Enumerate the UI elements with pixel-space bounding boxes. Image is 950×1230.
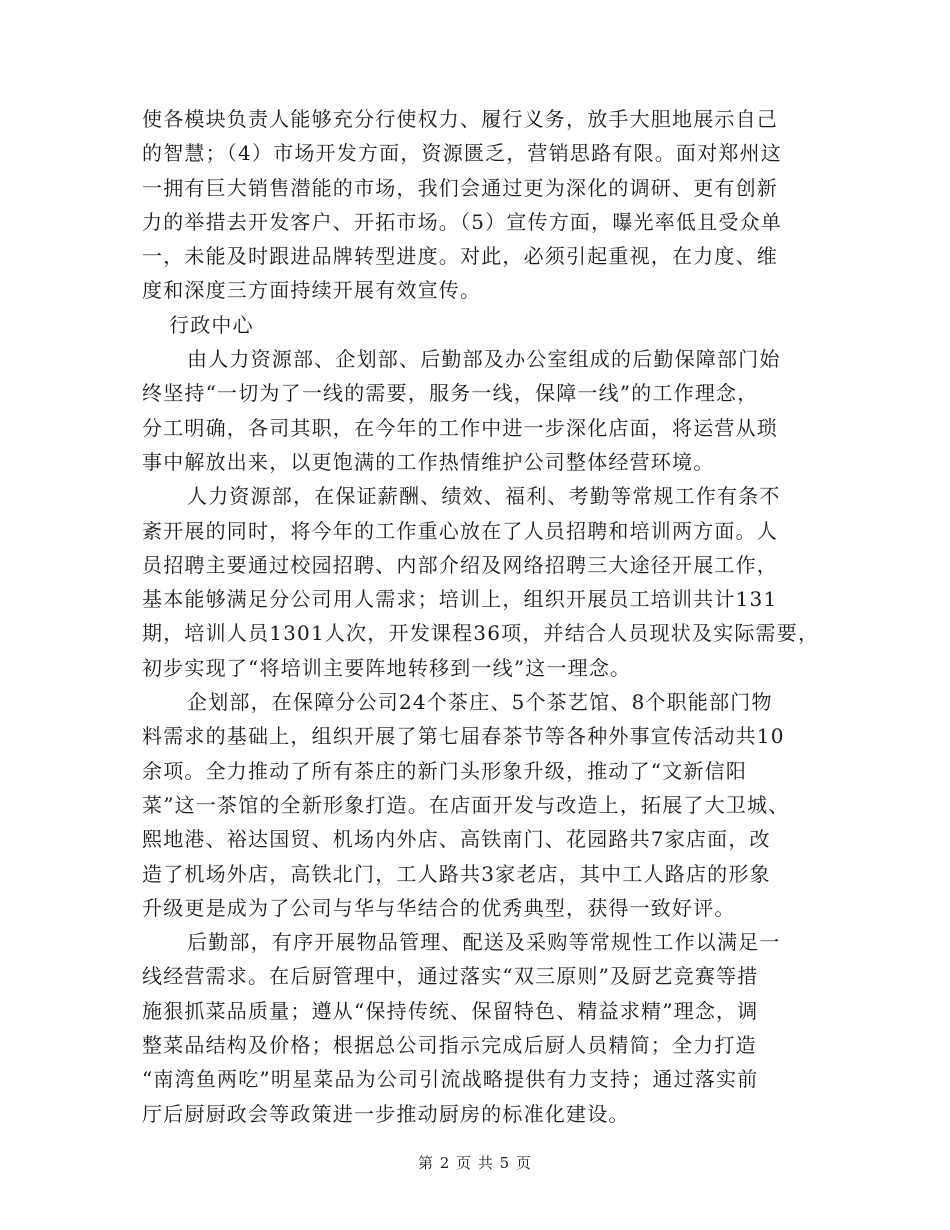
text-line: 分工明确，各司其职，在今年的工作中进一步深化店面，将运营从琐 bbox=[142, 415, 778, 440]
text-line: 造了机场外店，高铁北门，工人路共3家老店，其中工人路店的形象 bbox=[142, 861, 771, 886]
text-line: 熙地港、裕达国贸、机场内外店、高铁南门、花园路共7家店面，改 bbox=[142, 827, 771, 852]
text-line: 度和深度三方面持续开展有效宣传。 bbox=[142, 278, 482, 303]
text-line: 整菜品结构及价格；根据总公司指示完成后厨人员精简；全力打造 bbox=[142, 1033, 757, 1058]
text-line: 事中解放出来，以更饱满的工作热情维护公司整体经营环境。 bbox=[142, 449, 715, 474]
text-line: 余项。全力推动了所有茶庄的新门头形象升级，推动了“文新信阳 bbox=[142, 758, 748, 783]
text-line: 终坚持“一切为了一线的需要，服务一线，保障一线”的工作理念， bbox=[142, 381, 759, 406]
paragraph-first-line: 后勤部，有序开展物品管理、配送及采购等常规性工作以满足一 bbox=[187, 930, 781, 955]
text-line: 一，未能及时跟进品牌转型进度。对此，必须引起重视，在力度、维 bbox=[142, 244, 778, 269]
text-line: 使各模块负责人能够充分行使权力、履行义务，放手大胆地展示自己 bbox=[142, 107, 778, 131]
text-line: 升级更是成为了公司与华与华结合的优秀典型，获得一致好评。 bbox=[142, 895, 736, 920]
text-line: 初步实现了“将培训主要阵地转移到一线”这一理念。 bbox=[142, 655, 632, 680]
text-line: 厅后厨厨政会等政策进一步推动厨房的标准化建设。 bbox=[142, 1101, 630, 1126]
text-line: 期，培训人员1301人次，开发课程36项，并结合人员现状及实际需要， bbox=[142, 621, 820, 646]
text-line: 力的举措去开发客户、开拓市场。（5）宣传方面，曝光率低且受众单 bbox=[142, 209, 782, 234]
section-heading: 行政中心 bbox=[169, 312, 254, 337]
page-number-footer: 第 2 页 共 5 页 bbox=[418, 1154, 532, 1172]
text-line: 基本能够满足分公司用人需求；培训上，组织开展员工培训共计131 bbox=[142, 587, 778, 612]
paragraph-first-line: 企划部，在保障分公司24个茶庄、5个茶艺馆、8个职能部门物 bbox=[187, 690, 773, 715]
text-line: 线经营需求。在后厨管理中，通过落实“双三原则”及厨艺竞赛等措 bbox=[142, 964, 759, 989]
text-line: 菜”这一茶馆的全新形象打造。在店面开发与改造上，拓展了大卫城、 bbox=[142, 792, 790, 817]
text-line: 一拥有巨大销售潜能的市场，我们会通过更为深化的调研、更有创新 bbox=[142, 175, 778, 200]
text-line: 员招聘主要通过校园招聘、内部介绍及网络招聘三大途径开展工作， bbox=[142, 552, 778, 577]
text-line: 的智慧；（4）市场开发方面，资源匮乏，营销思路有限。面对郑州这 bbox=[142, 141, 782, 166]
paragraph-first-line: 由人力资源部、企划部、后勤部及办公室组成的后勤保障部门始 bbox=[187, 347, 781, 372]
text-line: 料需求的基础上，组织开展了第七届春茶节等各种外事宣传活动共10 bbox=[142, 724, 785, 749]
text-line: 紊开展的同时，将今年的工作重心放在了人员招聘和培训两方面。人 bbox=[142, 518, 778, 543]
body-text bbox=[142, 102, 832, 1131]
text-line: “南湾鱼两吃”明星菜品为公司引流战略提供有力支持；通过落实前 bbox=[142, 1067, 759, 1092]
text-line: 施狠抓菜品质量；遵从“保持传统、保留特色、精益求精”理念，调 bbox=[142, 998, 759, 1023]
paragraph-first-line: 人力资源部，在保证薪酬、绩效、福利、考勤等常规工作有条不 bbox=[187, 484, 781, 509]
